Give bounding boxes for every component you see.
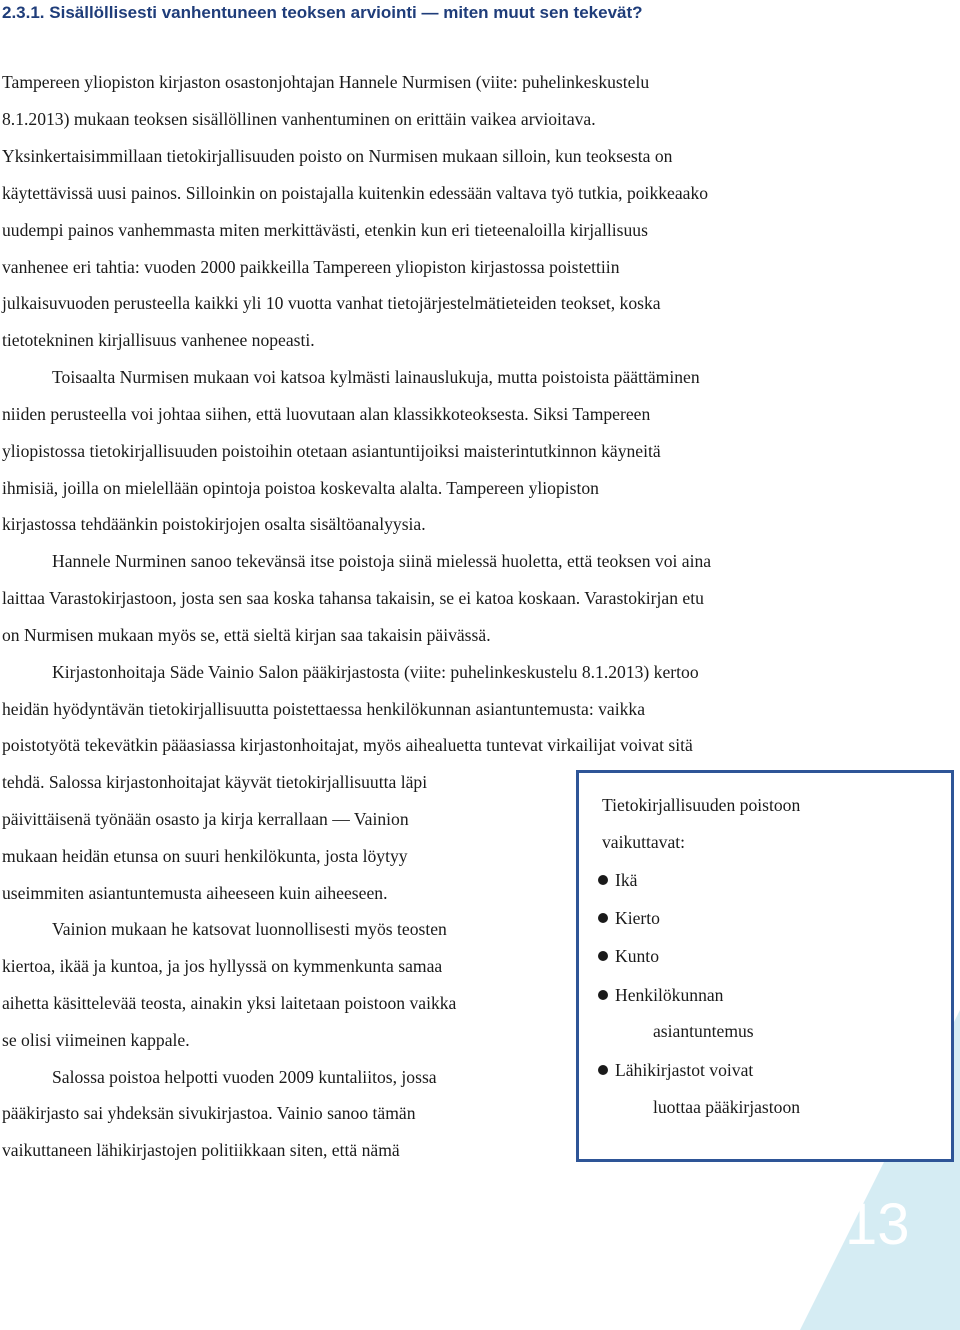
- body-line: Salossa poistoa helpotti vuoden 2009 kuntaliitos, jossa: [52, 1067, 437, 1087]
- box-title-line: Tietokirjallisuuden poistoon: [602, 795, 801, 815]
- body-line: Toisaalta Nurmisen mukaan voi katsoa kylmästi lainauslukuja, mutta poistoista päättäminen: [52, 367, 700, 387]
- body-line: tietotekninen kirjallisuus vanhenee nopeasti.: [2, 330, 315, 350]
- list-item: [615, 938, 659, 975]
- body-line: kirjastossa tehdäänkin poistokirjojen osalta sisältöanalyysia.: [2, 514, 426, 534]
- body-line: 8.1.2013) mukaan teoksen sisällöllinen vanhentuminen on erittäin vaikea arvioitava.: [2, 109, 596, 129]
- list-item-label: Lähikirjastot voivat: [615, 1060, 754, 1080]
- body-line: niiden perusteella voi johtaa siihen, että luovutaan alan klassikkoteoksesta. Siksi Tampereen: [2, 404, 651, 424]
- sidebar-box: [576, 770, 954, 1162]
- body-line: Tampereen yliopiston kirjaston osastonjohtajan Hannele Nurmisen (viite: puhelinkeskustelu: [2, 72, 650, 92]
- body-line: laittaa Varastokirjastoon, josta sen saa koska tahansa takaisin, se ei katoa koskaan. Varastokirjan etu: [2, 588, 704, 608]
- bullet-icon: [598, 1065, 608, 1075]
- list-item: [615, 1052, 753, 1089]
- list-item-continuation: luottaa pääkirjastoon: [653, 1097, 801, 1117]
- body-line: Kirjastonhoitaja Säde Vainio Salon pääkirjastosta (viite: puhelinkeskustelu 8.1.2013) kertoo: [52, 662, 699, 682]
- body-line: poistotyötä tekevätkin pääasiassa kirjastonhoitajat, myös aihealuetta tuntevat virkailijat voivat sitä: [2, 735, 693, 755]
- list-item-label: Kierto: [615, 908, 660, 928]
- list-item-label: Kunto: [615, 946, 659, 966]
- body-line: aihetta käsittelevää teosta, ainakin yksi laitetaan poistoon vaikka: [2, 993, 457, 1013]
- box-title-line: vaikuttavat:: [602, 832, 686, 852]
- body-line: yliopistossa tietokirjallisuuden poistoihin otetaan asiantuntijoiksi maisterintutkinnon käyneitä: [2, 441, 661, 461]
- body-line: uudempi painos vanhemmasta miten merkittävästi, etenkin kun eri tieteenaloilla kirjallisuus: [2, 220, 648, 240]
- body-line: on Nurmisen mukaan myös se, että sieltä kirjan saa takaisin päivässä.: [2, 625, 491, 645]
- list-item-continuation: asiantuntemus: [653, 1021, 754, 1041]
- body-line: tehdä. Salossa kirjastonhoitajat käyvät tietokirjallisuutta läpi: [2, 772, 428, 792]
- body-line: ihmisiä, joilla on mielellään opintoja poistoa koskevalta alalta. Tampereen yliopiston: [2, 478, 599, 498]
- body-line: useimmiten asiantuntemusta aiheeseen kuin aiheeseen.: [2, 883, 388, 903]
- body-line: mukaan heidän etunsa on suuri henkilökunta, josta löytyy: [2, 846, 408, 866]
- body-line: julkaisuvuoden perusteella kaikki yli 10 vuotta vanhat tietojärjestelmätieteiden teokset, koska: [2, 293, 661, 313]
- section-heading: 2.3.1. Sisällöllisesti vanhentuneen teoksen arviointi — miten muut sen tekevät?: [2, 3, 643, 22]
- body-line: Yksinkertaisimmillaan tietokirjallisuuden poisto on Nurmisen mukaan silloin, kun teoksesta on: [2, 146, 673, 166]
- body-line: Vainion mukaan he katsovat luonnollisesti myös teosten: [52, 919, 447, 939]
- body-line: heidän hyödyntävän tietokirjallisuutta poistettaessa henkilökunnan asiantuntemusta: vaikka: [2, 699, 645, 719]
- list-item: [615, 900, 660, 937]
- body-line: se olisi viimeinen kappale.: [2, 1030, 190, 1050]
- bullet-icon: [598, 875, 608, 885]
- list-item: [615, 977, 723, 1014]
- bullet-icon: [598, 990, 608, 1000]
- body-line: päivittäisenä työnään osasto ja kirja kerrallaan — Vainion: [2, 809, 409, 829]
- body-line: pääkirjasto sai yhdeksän sivukirjastoa. Vainio sanoo tämän: [2, 1103, 416, 1123]
- body-line: vaikuttaneen lähikirjastojen politiikkaan siten, että nämä: [2, 1140, 400, 1160]
- page-number: 13: [845, 1192, 910, 1257]
- list-item-label: Ikä: [615, 870, 638, 890]
- bullet-icon: [598, 913, 608, 923]
- body-line: Hannele Nurminen sanoo tekevänsä itse poistoja siinä mielessä huoletta, että teoksen voi aina: [52, 551, 712, 571]
- body-line: vanhenee eri tahtia: vuoden 2000 paikkeilla Tampereen yliopiston kirjastossa poistettiin: [2, 257, 620, 277]
- list-item-label: Henkilökunnan: [615, 985, 724, 1005]
- body-line: kiertoa, ikää ja kuntoa, ja jos hyllyssä on kymmenkunta samaa: [2, 956, 443, 976]
- list-item: [615, 862, 637, 899]
- body-line: käytettävissä uusi painos. Silloinkin on poistajalla kuitenkin edessään valtava työ tutkia, poikkeaako: [2, 183, 709, 203]
- bullet-icon: [598, 951, 608, 961]
